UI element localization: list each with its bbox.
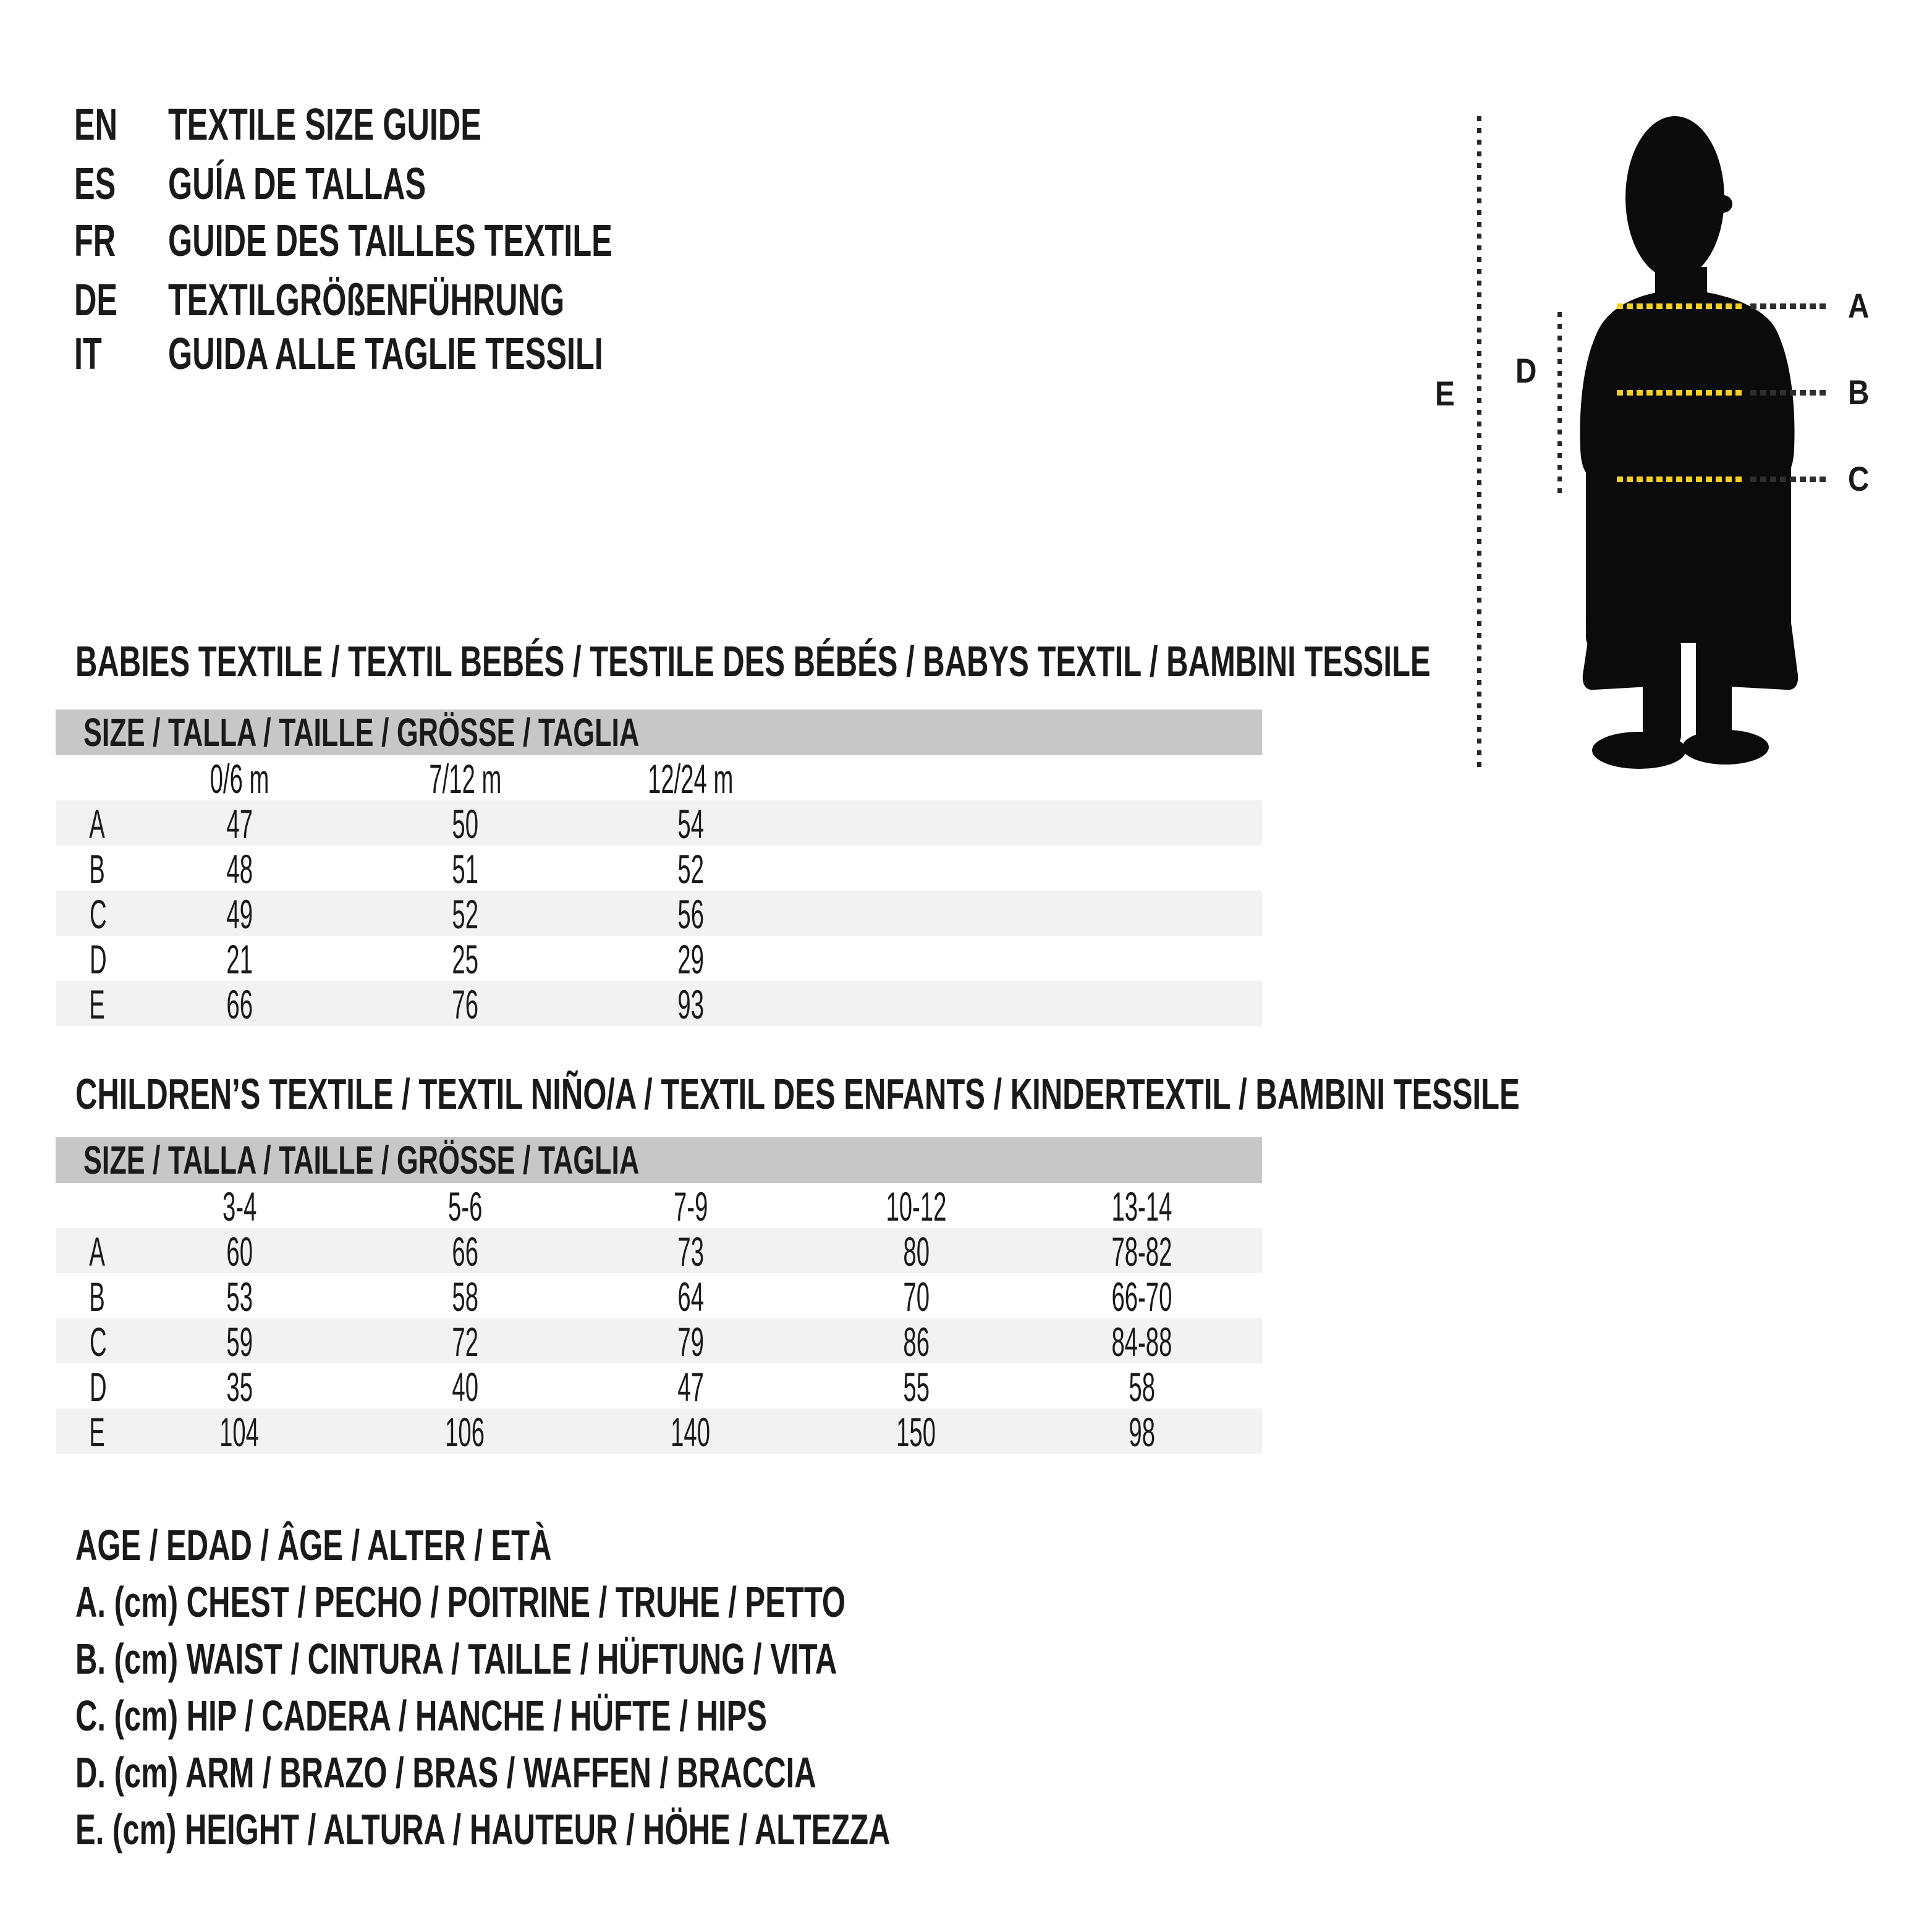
- lang-code-en: EN: [74, 100, 118, 150]
- children-col-0: 3-4: [222, 1184, 257, 1229]
- size-cell: 25: [452, 936, 478, 982]
- size-cell: 59: [226, 1319, 253, 1365]
- size-cell: 48: [226, 846, 253, 892]
- babies-col-1: 7/12 m: [428, 756, 502, 802]
- lang-code-it: IT: [74, 329, 102, 379]
- babies-column-header-row: [56, 755, 1262, 800]
- hip-measure-dash-dark: [1750, 477, 1826, 482]
- hip-measure-dash-yellow: [1617, 477, 1743, 482]
- chest-measure-dash-dark: [1750, 303, 1826, 309]
- size-cell: 66-70: [1111, 1274, 1172, 1320]
- size-cell: 58: [452, 1274, 478, 1320]
- babies-col-0: 0/6 m: [210, 756, 269, 802]
- size-cell: 79: [677, 1319, 704, 1365]
- children-col-1: 5-6: [447, 1184, 483, 1229]
- children-col-3: 10-12: [886, 1184, 947, 1229]
- children-col-2: 7-9: [673, 1184, 708, 1229]
- measure-label-b: B: [1848, 373, 1870, 412]
- waist-measure-dash-yellow: [1617, 390, 1743, 396]
- size-cell: 52: [452, 891, 478, 937]
- row-label: E: [89, 1409, 105, 1455]
- size-cell: 55: [903, 1364, 930, 1410]
- table-row: [56, 981, 1262, 1026]
- lang-title-it: GUIDA ALLE TAGLIE TESSILI: [168, 329, 603, 379]
- size-cell: 66: [452, 1229, 478, 1274]
- size-cell: 84-88: [1111, 1319, 1172, 1365]
- size-cell: 86: [903, 1319, 930, 1365]
- lang-code-es: ES: [74, 159, 116, 209]
- table-row: [56, 1363, 1262, 1409]
- table-row: [56, 1409, 1262, 1454]
- legend-waist: B. (cm) WAIST / CINTURA / TAILLE / HÜFTUNG / VITA: [75, 1635, 837, 1683]
- lang-title-fr: GUIDE DES TAILLES TEXTILE: [168, 216, 612, 266]
- size-cell: 72: [452, 1319, 478, 1365]
- size-cell: 49: [226, 891, 253, 937]
- babies-size-header-bar: SIZE / TALLA / TAILLE / GRÖSSE / TAGLIA: [56, 710, 1262, 755]
- legend-hip: C. (cm) HIP / CADERA / HANCHE / HÜFTE / HIPS: [75, 1692, 767, 1740]
- legend-age: AGE / EDAD / ÂGE / ALTER / ETÀ: [75, 1521, 552, 1569]
- children-column-header-row: [56, 1183, 1262, 1228]
- table-row: [56, 1318, 1262, 1363]
- size-cell: 54: [677, 801, 704, 847]
- legend-height: E. (cm) HEIGHT / ALTURA / HAUTEUR / HÖHE / ALTEZZA: [75, 1805, 891, 1854]
- size-cell: 40: [452, 1364, 478, 1410]
- children-size-header-bar: SIZE / TALLA / TAILLE / GRÖSSE / TAGLIA: [56, 1137, 1262, 1183]
- babies-section-heading: BABIES TEXTILE / TEXTIL BEBÉS / TESTILE DES BÉBÉS / BABYS TEXTIL / BAMBINI TESSILE: [75, 637, 1431, 685]
- row-label: D: [90, 936, 107, 982]
- row-label: C: [90, 1319, 107, 1365]
- size-cell: 52: [677, 846, 704, 892]
- table-row: [56, 1273, 1262, 1318]
- size-cell: 53: [226, 1274, 253, 1320]
- size-cell: 64: [677, 1274, 704, 1320]
- size-cell: 47: [677, 1364, 704, 1410]
- size-cell: 21: [226, 936, 253, 982]
- lang-code-de: DE: [74, 276, 118, 325]
- size-cell: 78-82: [1111, 1229, 1172, 1274]
- waist-measure-dash-dark: [1750, 390, 1826, 396]
- table-row: [56, 845, 1262, 891]
- table-row: [56, 891, 1262, 936]
- row-label: C: [90, 891, 107, 937]
- size-cell: 150: [896, 1409, 936, 1455]
- legend-arm: D. (cm) ARM / BRAZO / BRAS / WAFFEN / BRACCIA: [75, 1748, 816, 1797]
- size-cell: 60: [226, 1229, 253, 1274]
- table-row: [56, 936, 1262, 981]
- children-section-heading: CHILDREN’S TEXTILE / TEXTIL NIÑO/A / TEXTIL DES ENFANTS / KINDERTEXTIL / BAMBINI TESSILE: [75, 1070, 1520, 1118]
- chest-measure-dash-yellow: [1617, 303, 1743, 309]
- lang-code-fr: FR: [74, 216, 116, 266]
- row-label: A: [89, 1229, 105, 1274]
- size-cell: 104: [219, 1409, 260, 1455]
- size-cell: 66: [226, 981, 253, 1027]
- size-cell: 58: [1129, 1364, 1155, 1410]
- size-cell: 106: [445, 1409, 485, 1455]
- size-cell: 50: [452, 801, 478, 847]
- measure-label-e: E: [1435, 374, 1455, 413]
- babies-col-2: 12/24 m: [648, 756, 734, 802]
- measure-label-a: A: [1848, 286, 1870, 325]
- size-cell: 98: [1129, 1409, 1155, 1455]
- lang-title-en: TEXTILE SIZE GUIDE: [168, 100, 481, 150]
- measure-label-c: C: [1848, 459, 1870, 498]
- row-label: D: [90, 1364, 107, 1410]
- size-cell: 93: [677, 981, 704, 1027]
- size-cell: 29: [677, 936, 704, 982]
- row-label: B: [89, 1274, 105, 1320]
- size-cell: 76: [452, 981, 478, 1027]
- lang-title-de: TEXTILGRÖßENFÜHRUNG: [168, 276, 565, 325]
- children-col-4: 13-14: [1111, 1184, 1172, 1229]
- size-cell: 70: [903, 1274, 930, 1320]
- row-label: B: [89, 846, 105, 892]
- arm-measure-line-d: [1557, 312, 1562, 494]
- size-cell: 35: [226, 1364, 253, 1410]
- size-cell: 51: [452, 846, 478, 892]
- children-size-table: [56, 1137, 1262, 1454]
- size-cell: 47: [226, 801, 253, 847]
- row-label: A: [89, 801, 105, 847]
- table-row: [56, 1228, 1262, 1273]
- legend-chest: A. (cm) CHEST / PECHO / POITRINE / TRUHE / PETTO: [75, 1578, 846, 1626]
- measure-label-d: D: [1515, 351, 1537, 390]
- table-row: [56, 800, 1262, 845]
- size-cell: 80: [903, 1229, 930, 1274]
- size-cell: 140: [671, 1409, 711, 1455]
- row-label: E: [89, 981, 105, 1027]
- lang-title-es: GUÍA DE TALLAS: [168, 159, 426, 209]
- babies-size-table: [56, 710, 1262, 1026]
- size-cell: 56: [677, 891, 704, 937]
- size-cell: 73: [677, 1229, 704, 1274]
